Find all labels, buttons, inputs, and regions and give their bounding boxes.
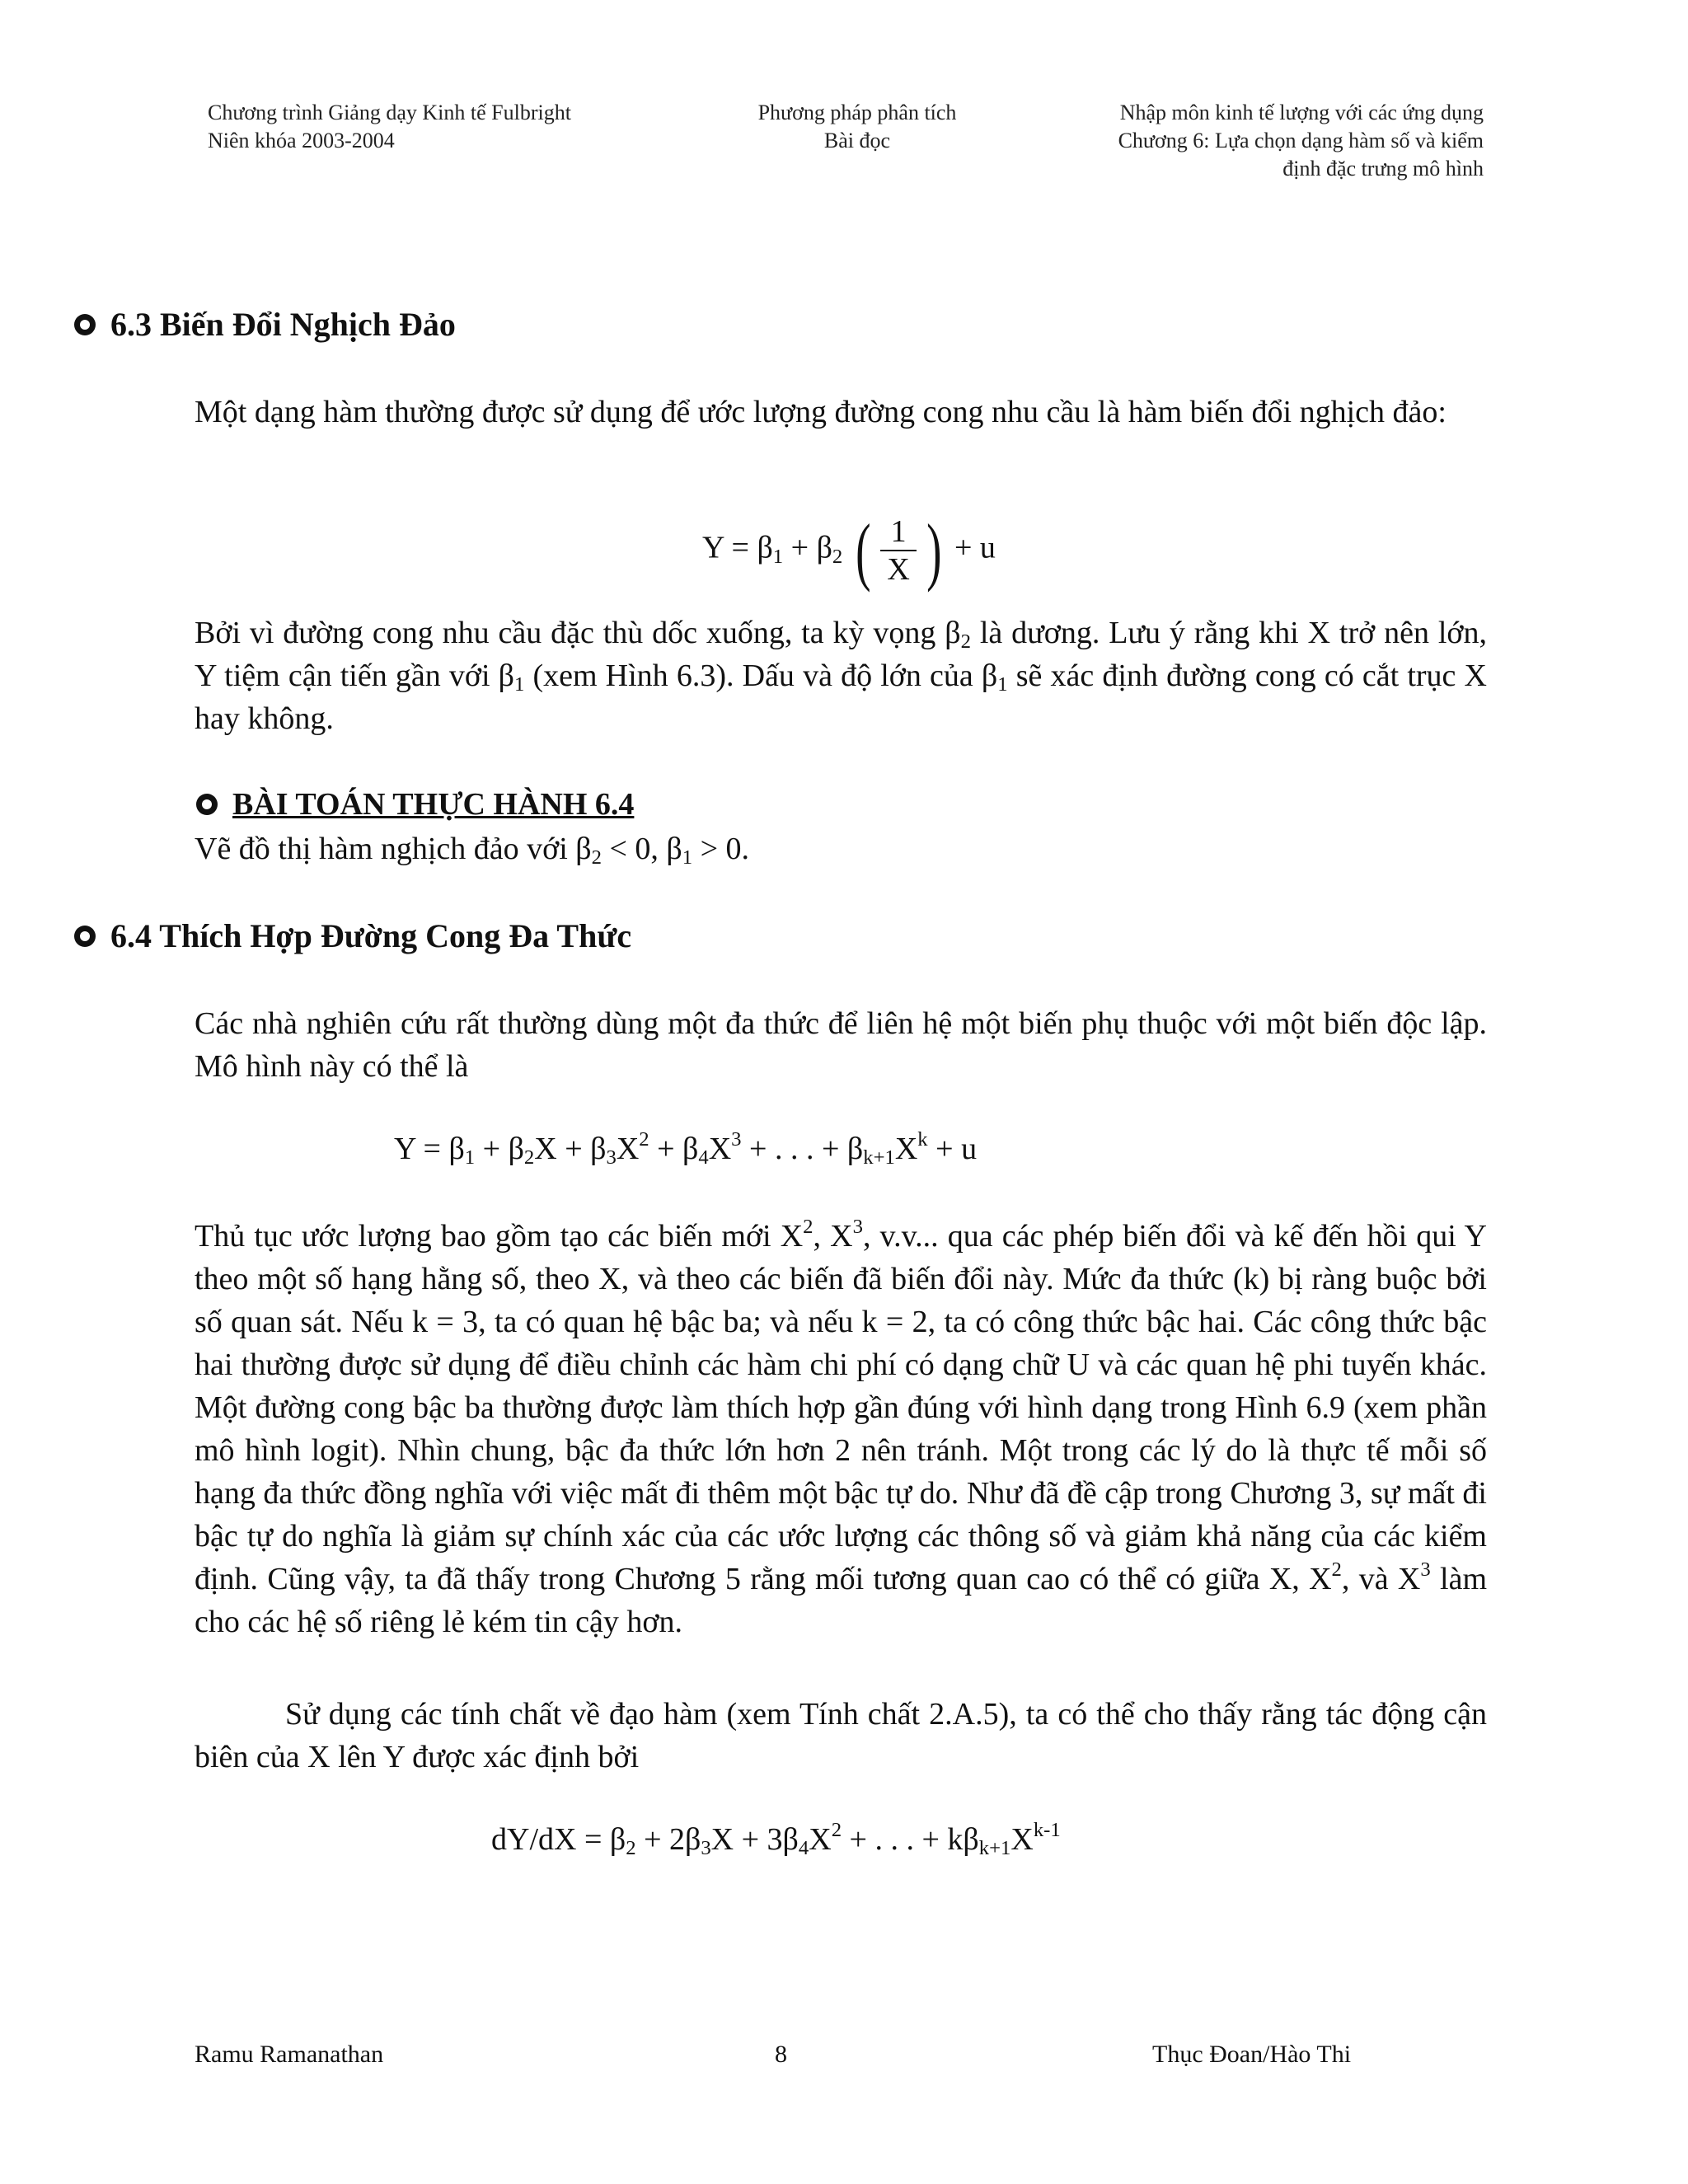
reading-label: Bài đọc — [823, 129, 891, 152]
exercise-6-4-text: Vẽ đồ thị hàm nghịch đảo với $\beta_2 < 0$, $\beta_1 > 0$. — [195, 832, 750, 869]
left-paren: ( — [855, 509, 871, 593]
footer-translators: Thục Đoan/Hào Thi — [1152, 2041, 1352, 2068]
bullet-icon — [74, 314, 96, 335]
section-6-3-body: Bởi vì đường cong nhu cầu đặc thù dốc xuống, ta kỳ vọng $\beta_2$ là dương. Lưu ý rằng khi X trở nên lớn, Y tiệm cận tiến gần với $\beta_1$ (xem Hình 6.3). Dấu và độ lớn của $\beta_1$ sẽ xác định đường cong có cắt trục X hay không. — [195, 616, 1487, 736]
header-center — [725, 99, 989, 155]
footer-author: Ramu Ramanathan — [195, 2041, 384, 2068]
book-title: Nhập môn kinh tế lượng với các ứng dụng — [1119, 101, 1484, 124]
header-right — [989, 99, 1484, 183]
section-6-4-body-2: Sử dụng các tính chất về đạo hàm (xem Tính chất 2.A.5), ta có thể cho thấy rằng tác động cận biên của X lên Y được xác định bởi — [195, 1697, 1487, 1774]
section-6-4-body-1: Thủ tục ước lượng bao gồm tạo các biến mới $X^2$, $X^3$, v.v... qua các phép biến đổi và kế đến hồi qui Y theo một số hạng hằng số, theo X, và theo các biến đã biến đổi này. Mức đa thức (k) bị ràng buộc bởi số quan sát. Nếu k = 3, ta có quan hệ bậc ba; và nếu k = 2, ta có công thức bậc hai. Các công thức bậc hai thường được sử dụng để điều chỉnh các hàm chi phí có dạng chữ U và các quan hệ phi tuyến khác. Một đường cong bậc ba thường được làm thích hợp gần đúng với hình dạng trong Hình 6.9 (xem phần mô hình logit). Nhìn chung, bậc đa thức lớn hơn 2 nên tránh. Một trong các lý do là thực tế mỗi số hạng đa thức đồng nghĩa với việc mất đi thêm một bậc tự do. Như đã đề cập trong Chương 3, sự mất đi bậc tự do nghĩa là giảm sự chính xác của các ước lượng các thông số và giảm khả năng của các kiểm định. Cũng vậy, ta đã thấy trong Chương 5 rằng mối tương quan cao có thể có giữa X, $X^2$, và $X^3$ làm cho các hệ số riêng lẻ kém tin cậy hơn. — [195, 1215, 1488, 1639]
section-6-3-intro: Một dạng hàm thường được sử dụng để ước lượng đường cong nhu cầu là hàm biến đổi nghịch đảo: — [195, 395, 1447, 429]
section-6-4-heading: 6.4 Thích Hợp Đường Cong Đa Thức — [74, 916, 631, 955]
right-paren: ) — [926, 509, 942, 593]
section-6-3-heading: 6.3 Biến Đổi Nghịch Đảo — [74, 305, 456, 344]
chapter-title-2: định đặc trưng mô hình — [1282, 157, 1484, 180]
header-left — [208, 99, 571, 155]
course-name: Phương pháp phân tích — [757, 101, 957, 124]
fraction: $\frac{1}{X}$ — [880, 513, 916, 588]
exercise-6-4-title: BÀI TOÁN THỰC HÀNH 6.4 — [196, 786, 634, 823]
derivative-equation: $dY/dX = \beta_2 + 2\beta_3X + 3\beta_4X^2$ + . . . + $k\beta_{k+1}X^{k-1}$ — [491, 1818, 1061, 1860]
bullet-icon — [196, 794, 218, 815]
bullet-icon — [74, 926, 96, 947]
academic-year: Niên khóa 2003-2004 — [208, 129, 395, 152]
program-name: Chương trình Giảng dạy Kinh tế Fulbright — [208, 101, 571, 124]
chapter-title-1: Chương 6: Lựa chọn dạng hàm số và kiểm — [1118, 129, 1484, 152]
polynomial-equation: $Y = \beta_1 + \beta_2X + \beta_3X^2 + \beta_4X^3$ + . . . + $\beta_{k+1}X^k + u$ — [394, 1127, 978, 1169]
section-6-4-intro: Các nhà nghiên cứu rất thường dùng một đa thức để liên hệ một biến phụ thuộc với một biến độc lập. Mô hình này có thể là — [195, 1006, 1487, 1084]
page-number: 8 — [775, 2041, 787, 2068]
inverse-equation: $Y = \beta_1 + \beta_2$ ( $\frac{1}{X}$ ) + u — [702, 509, 996, 593]
